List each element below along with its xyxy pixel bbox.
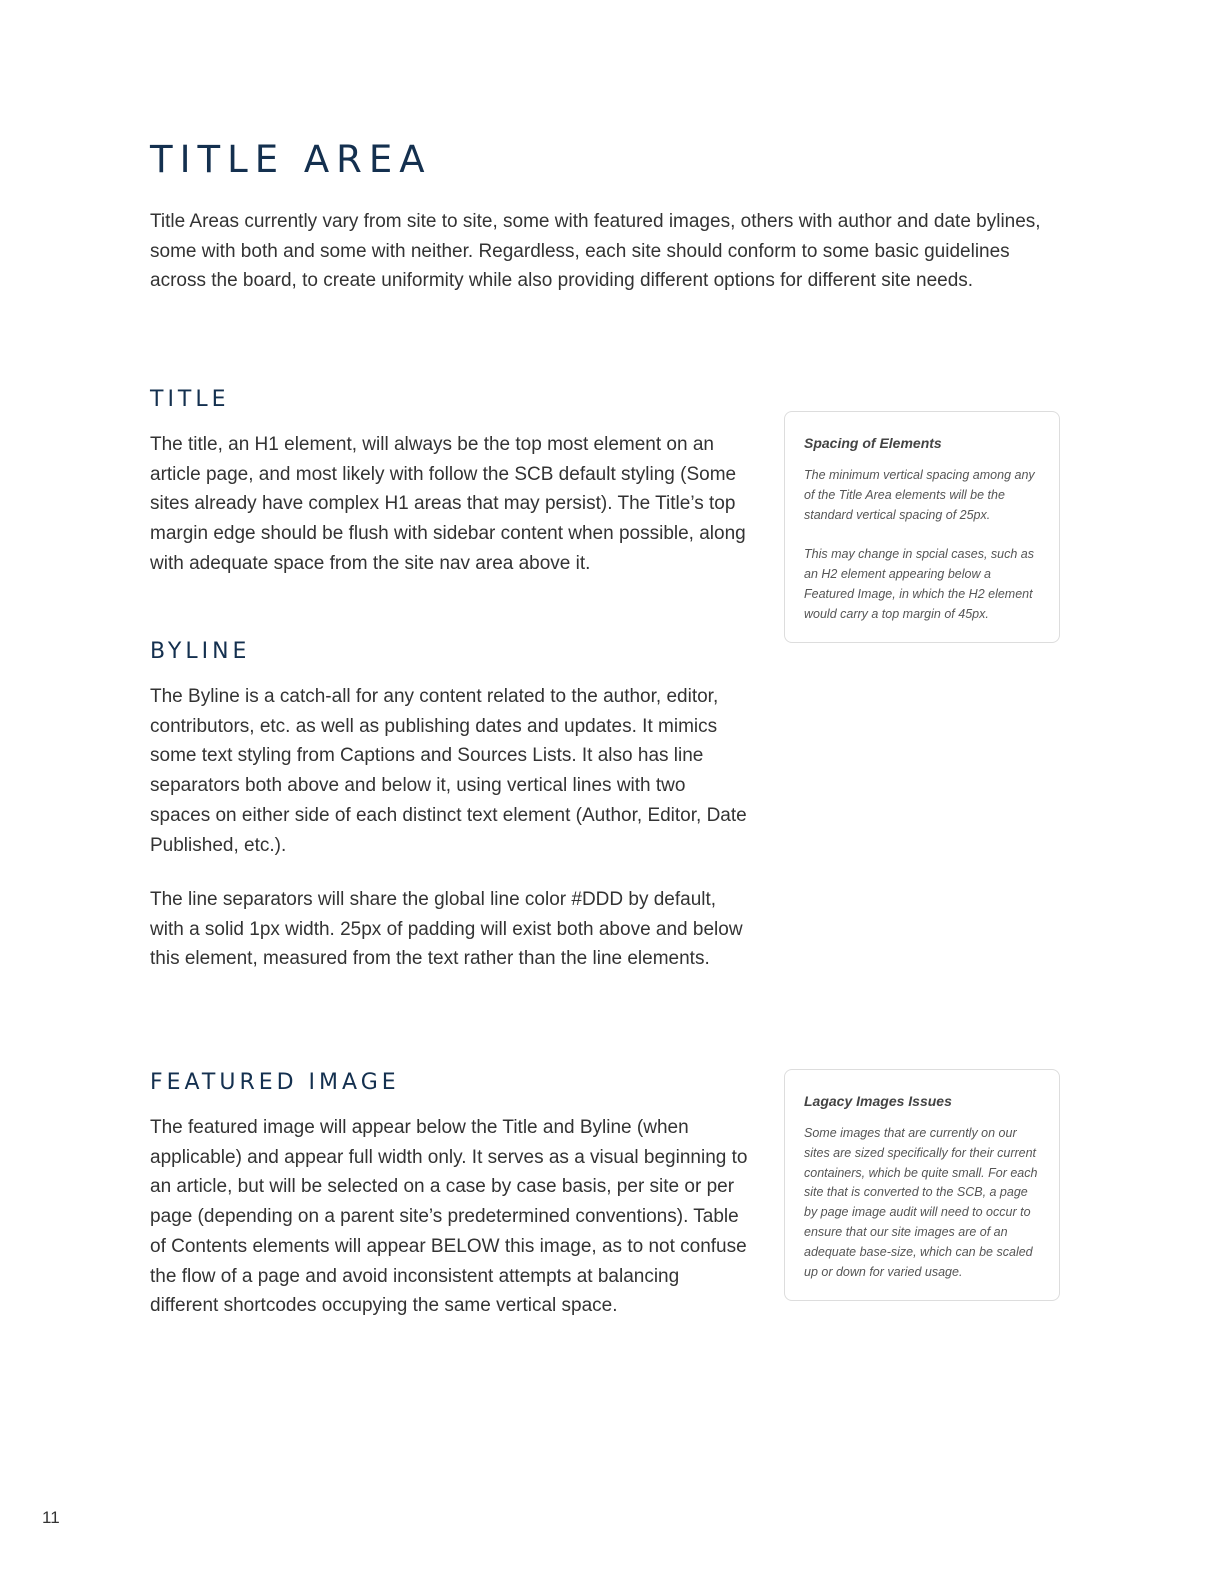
spacing-note-card (784, 411, 1060, 643)
byline-paragraph: The Byline is a catch-all for any content related to the author, editor, contributors, etc. as well as publishing dates and updates. It mimics some text styling from Captions and Sources Lists. It also has line separators both above and below it, using vertical lines with two spaces on either side of each distinct text element (Author, Editor, Date Published, etc.). (150, 686, 747, 856)
legacy-images-note-card (784, 1069, 1060, 1301)
section-heading-featured-image: FEATURED IMAGE (150, 1070, 400, 1095)
page-title: TITLE AREA (150, 138, 432, 181)
spacing-note-text: This may change in spcial cases, such as an H2 element appearing below a Featured Image, in which the H2 element would carry a top margin of 45px. (804, 547, 1034, 621)
legacy-note-title: Lagacy Images Issues (804, 1093, 952, 1109)
page-number: 11 (42, 1508, 60, 1527)
spacing-note-title: Spacing of Elements (804, 435, 942, 451)
intro-paragraph: Title Areas currently vary from site to site, some with featured images, others with author and date bylines, some with both and some with neither. Regardless, each site should conform to some basic guidelines across the board, to create uniformity while also providing different options for different site needs. (150, 211, 1041, 292)
legacy-note-text: Some images that are currently on our sites are sized specifically for their current containers, which be quite small. For each site that is converted to the SCB, a page by page image audit will need to occur to ensure that our site images are of an adequate base-size, which can be scaled up or down for varied usage. (804, 1126, 1038, 1279)
byline-paragraph: The line separators will share the global line color #DDD by default, with a solid 1px width. 25px of padding will exist both above and below this element, measured from the text rather than the line elements. (150, 889, 743, 970)
section-heading-byline: BYLINE (150, 639, 251, 664)
section-heading-title: TITLE (150, 387, 230, 412)
featured-image-paragraph: The featured image will appear below the Title and Byline (when applicable) and appear full width only. It serves as a visual beginning to an article, but will be selected on a case by case basis, per site or per page (depending on a parent site’s predetermined conventions). Table of Contents elements will appear BELOW this image, as to not confuse the flow of a page and avoid inconsistent attempts at balancing different shortcodes occupying the same vertical space. (150, 1117, 748, 1317)
spacing-note-text: The minimum vertical spacing among any of the Title Area elements will be the standard vertical spacing of 25px. (804, 468, 1035, 522)
title-paragraph: The title, an H1 element, will always be the top most element on an article page, and most likely with follow the SCB default styling (Some sites already have complex H1 areas that may persist). The Title’s top margin edge should be flush with sidebar content when possible, along with adequate space from the site nav area above it. (150, 434, 746, 574)
